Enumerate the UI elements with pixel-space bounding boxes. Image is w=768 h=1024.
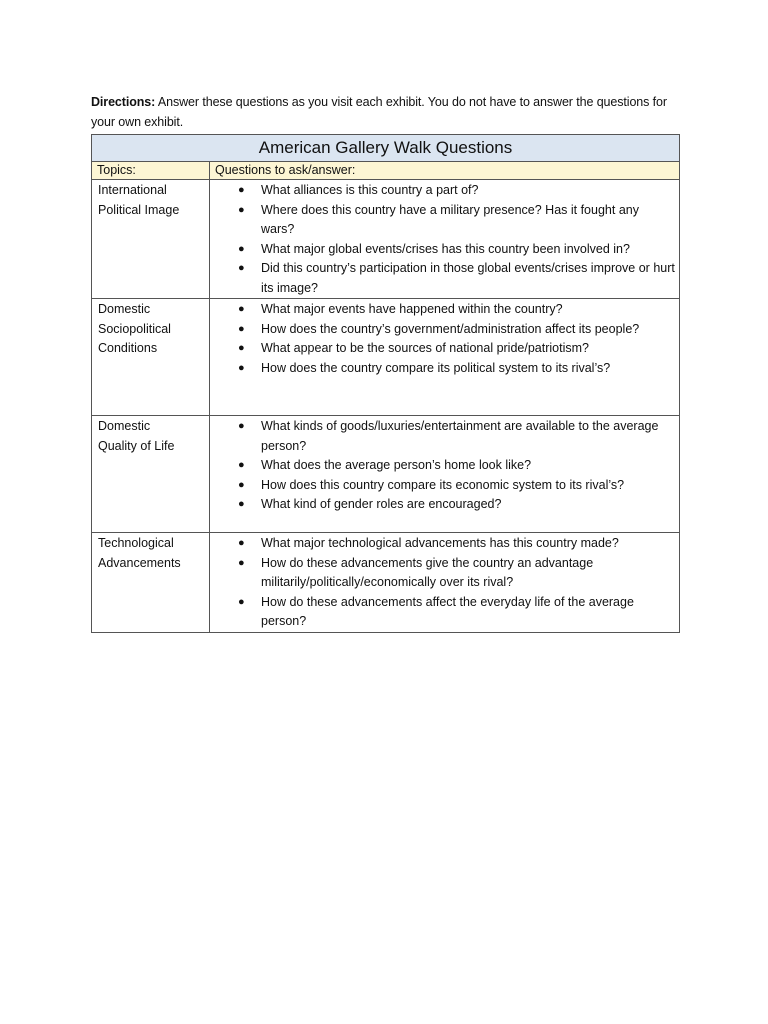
topic-line: Domestic <box>98 302 151 316</box>
question-item <box>210 417 675 456</box>
question-text: How does the country compare its political system to its rival’s? <box>261 360 611 375</box>
questions-cell <box>210 416 680 533</box>
question-item <box>210 476 675 496</box>
question-text: Did this country’s participation in those global events/crises improve or hurt its image? <box>261 261 675 295</box>
question-list <box>210 534 675 632</box>
question-item <box>210 456 675 476</box>
directions-text: Answer these questions as you visit each exhibit. You do not have to answer the questions for your own exhibit. <box>91 95 667 129</box>
bullet-icon: ● <box>238 478 245 491</box>
question-text: Where does this country have a military presence? Has it fought any wars? <box>261 202 639 236</box>
topic-line: Conditions <box>98 341 158 355</box>
question-item <box>210 240 675 260</box>
question-text: What appear to be the sources of national pride/patriotism? <box>261 341 589 355</box>
gallery-walk-table <box>91 134 680 633</box>
topic-line: Advancements <box>98 555 181 570</box>
question-text: What major technological advancements has this country made? <box>261 536 619 550</box>
bullet-icon: ● <box>238 184 245 196</box>
header-topics: Topics: <box>92 162 210 180</box>
question-text: What major events have happened within the country? <box>261 302 563 316</box>
topic-line: Political Image <box>98 202 180 217</box>
question-item <box>210 181 675 201</box>
bullet-icon: ● <box>238 203 245 216</box>
topic-cell <box>92 180 210 299</box>
table-row <box>92 416 680 533</box>
bullet-icon: ● <box>238 498 245 510</box>
question-item <box>210 359 675 379</box>
questions-cell <box>210 299 680 416</box>
question-list <box>210 181 675 298</box>
question-item <box>210 339 675 359</box>
bullet-icon: ● <box>238 242 245 255</box>
question-item <box>210 554 675 593</box>
topic-line: International <box>98 183 167 197</box>
question-item <box>210 534 675 554</box>
question-text: How do these advancements affect the everyday life of the average person? <box>261 594 634 628</box>
question-text: What does the average person’s home look like? <box>261 458 532 472</box>
bullet-icon: ● <box>238 303 245 315</box>
question-item <box>210 300 675 320</box>
question-item <box>210 495 675 515</box>
directions-label: Directions: <box>91 95 156 109</box>
table-row <box>92 180 680 299</box>
topic-cell <box>92 533 210 633</box>
question-item <box>210 593 675 632</box>
bullet-icon: ● <box>238 420 245 432</box>
bullet-icon: ● <box>238 322 245 335</box>
bullet-icon: ● <box>238 595 245 608</box>
question-item <box>210 259 675 298</box>
questions-cell <box>210 180 680 299</box>
questions-cell <box>210 533 680 633</box>
question-item <box>210 201 675 240</box>
topic-line: Technological <box>98 536 174 550</box>
topic-cell <box>92 299 210 416</box>
bullet-icon: ● <box>238 556 245 569</box>
header-questions: Questions to ask/answer: <box>210 162 680 180</box>
table-row <box>92 533 680 633</box>
topic-line: Sociopolitical <box>98 321 171 336</box>
question-text: What kind of gender roles are encouraged? <box>261 497 502 511</box>
bullet-icon: ● <box>238 459 245 471</box>
topic-cell <box>92 416 210 533</box>
question-text: How do these advancements give the country an advantage militarily/politically/economically over its rival? <box>261 555 594 589</box>
table-row <box>92 299 680 416</box>
bullet-icon: ● <box>238 262 245 274</box>
question-text: What major global events/crises has this country been involved in? <box>261 241 630 256</box>
question-item <box>210 320 675 340</box>
question-list <box>210 300 675 378</box>
question-text: How does the country’s government/administration affect its people? <box>261 321 640 336</box>
topic-line: Domestic <box>98 419 151 433</box>
bullet-icon: ● <box>238 361 245 374</box>
question-text: How does this country compare its economic system to its rival’s? <box>261 477 625 492</box>
topic-line: Quality of Life <box>98 438 175 453</box>
bullet-icon: ● <box>238 537 245 549</box>
table-title: American Gallery Walk Questions <box>92 135 680 162</box>
question-text: What alliances is this country a part of? <box>261 183 479 197</box>
bullet-icon: ● <box>238 342 245 354</box>
directions-paragraph <box>91 92 681 132</box>
question-list <box>210 417 675 515</box>
question-text: What kinds of goods/luxuries/entertainment are available to the average person? <box>261 419 659 453</box>
